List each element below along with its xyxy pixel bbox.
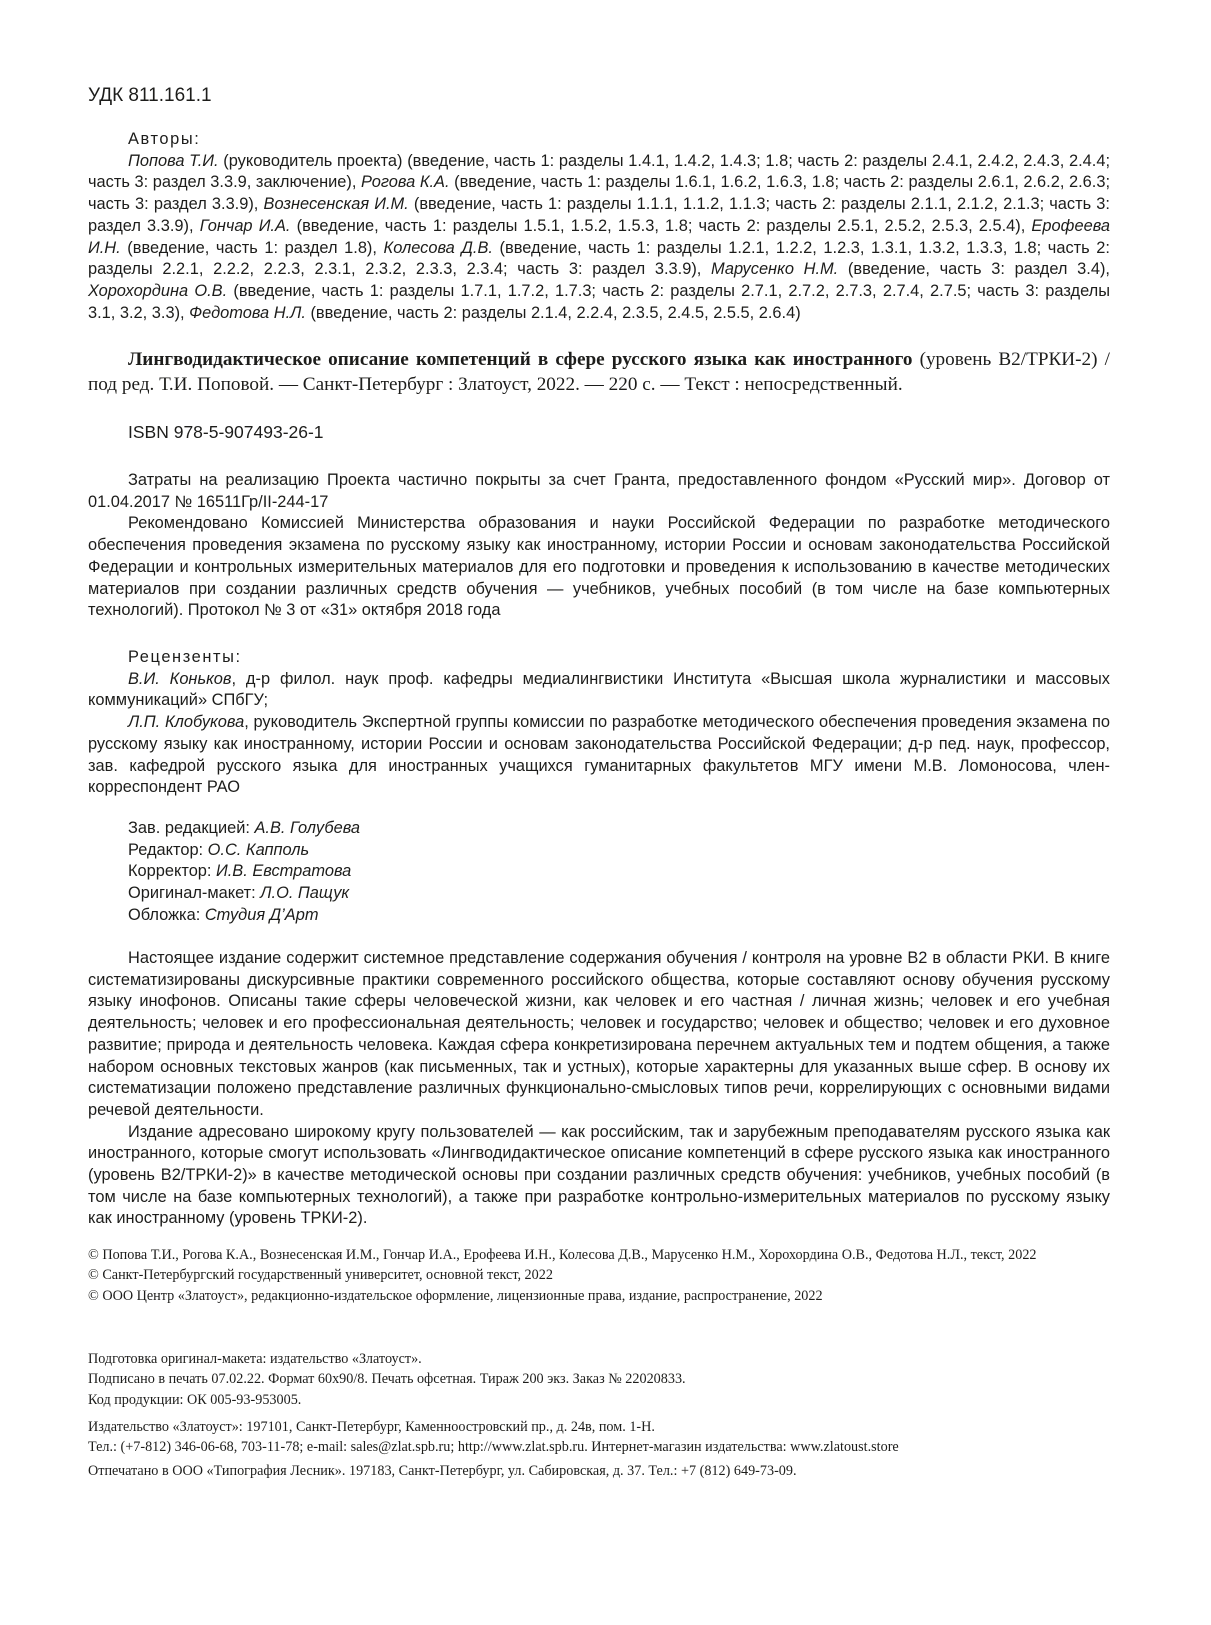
imprint-details	[88, 1349, 1110, 1410]
funding-note: Затраты на реализацию Проекта частично покрыты за счет Гранта, предоставленного фондом «Русский мир». Договор от 01.04.2017 № 16511Гр/II-244-17	[88, 471, 1110, 511]
book-description: (уровень В2/ТРКИ-2) / под ред. Т.И. Поповой. — Санкт-Петербург : Златоуст, 2022. — 220 с. — Текст : непосредственный.	[88, 349, 1110, 395]
author-role: (введение, часть 1: разделы 1.2.1, 1.2.2, 1.2.3, 1.3.1, 1.3.2, 1.3.3, 1.8; часть 2: разделы 2.2.1, 2.2.2, 2.2.3, 2.3.1, 2.3.2, 2.3.3, 2.3.4; часть 3: раздел 3.3.9),	[88, 238, 1110, 279]
staff-line	[128, 883, 1150, 905]
author-role: (введение, часть 1: разделы 1.6.1, 1.6.2, 1.6.3, 1.8; часть 2: разделы 2.6.1, 2.6.2, 2.6.3; часть 3: раздел 3.3.9),	[88, 173, 1110, 214]
staff-role: Зав. редакцией:	[128, 819, 255, 837]
book-title: Лингводидактическое описание компетенций в сфере русского языка как иностранного	[128, 349, 913, 370]
author-name: Колесова Д.В.	[383, 238, 493, 257]
abstract-paragraph: Издание адресовано широкому кругу пользователей — как российским, так и зарубежным преподавателям русского языка как иностранного, которые смогут использовать «Лингводидактическое описание компетенций в сфере русского языка как иностранного (уровень В2/ТРКИ-2)» в качестве методической основы при создании различных средств обучения: учебников, учебных пособий (в том числе на базе компьютерных технологий), а также при разработке контрольно-измерительных материалов по русскому языку как иностранному (уровень ТРКИ-2).	[88, 1122, 1110, 1228]
abstract-paragraph: Настоящее издание содержит системное представление содержания обучения / контроля на уровне В2 в области РКИ. В книге систематизированы дискурсивные практики современного российского общества, которые составляют основу обучения русскому языку инофонов. Описаны такие сферы человеческой жизни, как человек и его частная / личная жизнь; человек и его учебная деятельность; человек и его профессиональная деятельность; человек и государство; человек и общество; человек и его духовное развитие; природа и деятельность человека. Каждая сфера конкретизирована перечнем актуальных тем и подтем общения, а также набором основных текстовых жанров (как письменных, так и устных), которые характерны для указанных выше сфер. В основу их систематизации положено представление различных функционально-смысловых типов речи, коррелирующих с основными видами речевой деятельности.	[88, 949, 1110, 1119]
staff-name: Л.О. Пащук	[260, 884, 350, 903]
author-role: (введение, часть 2: разделы 2.1.4, 2.2.4, 2.3.5, 2.4.5, 2.5.5, 2.6.4)	[305, 303, 801, 322]
staff-line	[128, 840, 1150, 862]
staff-line	[128, 905, 1150, 927]
authors-list	[88, 151, 1110, 325]
reviewer-description: , д-р филол. наук проф. кафедры медиалингвистики Института «Высшая школа журналистики и массовых коммуникаций» СПбГУ;	[88, 669, 1110, 710]
isbn: ISBN 978-5-907493-26-1	[128, 422, 324, 442]
author-role: (руководитель проекта) (введение, часть 1: разделы 1.4.1, 1.4.2, 1.4.3; 1.8; часть 2: разделы 2.4.1, 2.4.2, 2.4.3, 2.4.4; часть 3: раздел 3.3.9, заключение),	[88, 151, 1110, 192]
staff-role: Редактор:	[128, 840, 208, 859]
abstract	[88, 948, 1110, 1230]
authors-section	[88, 129, 1110, 324]
recommendation-note: Рекомендовано Комиссией Министерства образования и науки Российской Федерации по разработке методического обеспечения проведения экзамена по русскому языку как иностранному, истории России и основам законодательства Российской Федерации и контрольных измерительных материалов для его подготовки и проведения к использованию в качестве методических материалов при создании различных средств обучения — учебников, учебных пособий (в том числе на базе компьютерных технологий). Протокол № 3 от «31» октября 2018 года	[88, 514, 1110, 620]
reviewers-label: Рецензенты:	[128, 648, 242, 666]
imprint-line: Подписано в печать 07.02.22. Формат 60x90/8. Печать офсетная. Тираж 200 экз. Заказ № 22020833.	[88, 1371, 686, 1388]
author-role: (введение, часть 1: раздел 1.8),	[120, 238, 384, 257]
author-name: Гончар И.А.	[199, 216, 291, 235]
copyright-line: © Санкт-Петербургский государственный университет, основной текст, 2022	[88, 1267, 553, 1284]
author-name: Попова Т.И.	[128, 151, 219, 170]
author-role: (введение, часть 3: раздел 3.4),	[838, 260, 1110, 279]
editorial-staff	[88, 818, 1150, 927]
author-name: Вознесенская И.М.	[263, 195, 409, 214]
reviewer-name: Л.П. Клобукова	[128, 713, 245, 732]
author-name: Федотова Н.Л.	[189, 303, 306, 322]
author-name: Хорохордина О.В.	[88, 281, 228, 300]
author-role: (введение, часть 1: разделы 1.5.1, 1.5.2, 1.5.3, 1.8; часть 2: разделы 2.5.1, 2.5.2, 2.5.3, 2.5.4),	[290, 216, 1032, 235]
copyright-notices	[88, 1245, 1110, 1306]
author-name: Марусенко Н.М.	[711, 260, 839, 279]
imprint-line: Подготовка оригинал-макета: издательство «Златоуст».	[88, 1351, 422, 1367]
authors-label: Авторы:	[128, 130, 201, 148]
publisher-contacts	[88, 1417, 1110, 1458]
copyright-line: © ООО Центр «Златоуст», редакционно-издательское оформление, лицензионные права, издание, распространение, 2022	[88, 1287, 823, 1304]
staff-name: И.В. Евстратова	[216, 862, 352, 881]
reviewer-name: В.И. Коньков	[128, 669, 232, 688]
staff-line	[128, 818, 1150, 840]
author-name: Ерофеева И.Н.	[88, 216, 1111, 257]
imprint-line: Код продукции: ОК 005-93-953005.	[88, 1391, 302, 1408]
author-role: (введение, часть 1: разделы 1.1.1, 1.1.2, 1.1.3; часть 2: разделы 2.1.1, 2.1.2, 2.1.3; часть 3: раздел 3.3.9),	[88, 195, 1110, 235]
reviewer-description: , руководитель Экспертной группы комиссии по разработке методического обеспечения проведения экзамена по русскому языку как иностранному, истории России и основам законодательства Российской Федерации; д-р пед. наук, профессор, зав. кафедрой русского языка для иностранных учащихся гуманитарных факультетов МГУ имени М.В. Ломоносова, член-корреспондент РАО	[88, 713, 1111, 797]
publisher-address: Издательство «Златоуст»: 197101, Санкт-Петербург, Каменноостровский пр., д. 24в, пом. 1-Н.	[88, 1419, 655, 1435]
publisher-phones: Тел.: (+7-812) 346-06-68, 703-11-78; e-mail: sales@zlat.spb.ru; http://www.zlat.spb.ru. Интернет-магазин издательства: www.zlatoust.store	[88, 1439, 899, 1456]
copyright-line: © Попова Т.И., Рогова К.А., Вознесенская И.М., Гончар И.А., Ерофеева И.Н., Колесова Д.В., Марусенко Н.М., Хорохордина О.В., Федотова Н.Л., текст, 2022	[88, 1247, 1037, 1263]
staff-name: А.В. Голубева	[254, 819, 361, 837]
staff-line	[128, 861, 1150, 883]
author-name: Рогова К.А.	[361, 173, 450, 192]
author-role: (введение, часть 1: разделы 1.7.1, 1.7.2, 1.7.3; часть 2: разделы 2.7.1, 2.7.2, 2.7.3, 2.7.4, 2.7.5; часть 3: разделы 3.1, 3.2, 3.3),	[88, 281, 1110, 322]
staff-name: Студия Д’Арт	[204, 905, 319, 924]
staff-role: Оригинал-макет:	[128, 884, 261, 903]
reviewer-entry	[88, 669, 1110, 712]
staff-role: Корректор:	[128, 862, 217, 881]
funding-section	[88, 470, 1110, 622]
reviewer-entry	[88, 712, 1110, 799]
udk-code: УДК 811.161.1	[88, 85, 212, 106]
printing-house: Отпечатано в ООО «Типография Лесник». 197183, Санкт-Петербург, ул. Сабировская, д. 37. Тел.: +7 (812) 649-73-09.	[88, 1463, 797, 1479]
reviewers-section	[88, 647, 1110, 799]
bibliographic-record	[88, 348, 1110, 397]
staff-name: О.С. Капполь	[207, 840, 310, 859]
staff-role: Обложка:	[128, 905, 205, 924]
